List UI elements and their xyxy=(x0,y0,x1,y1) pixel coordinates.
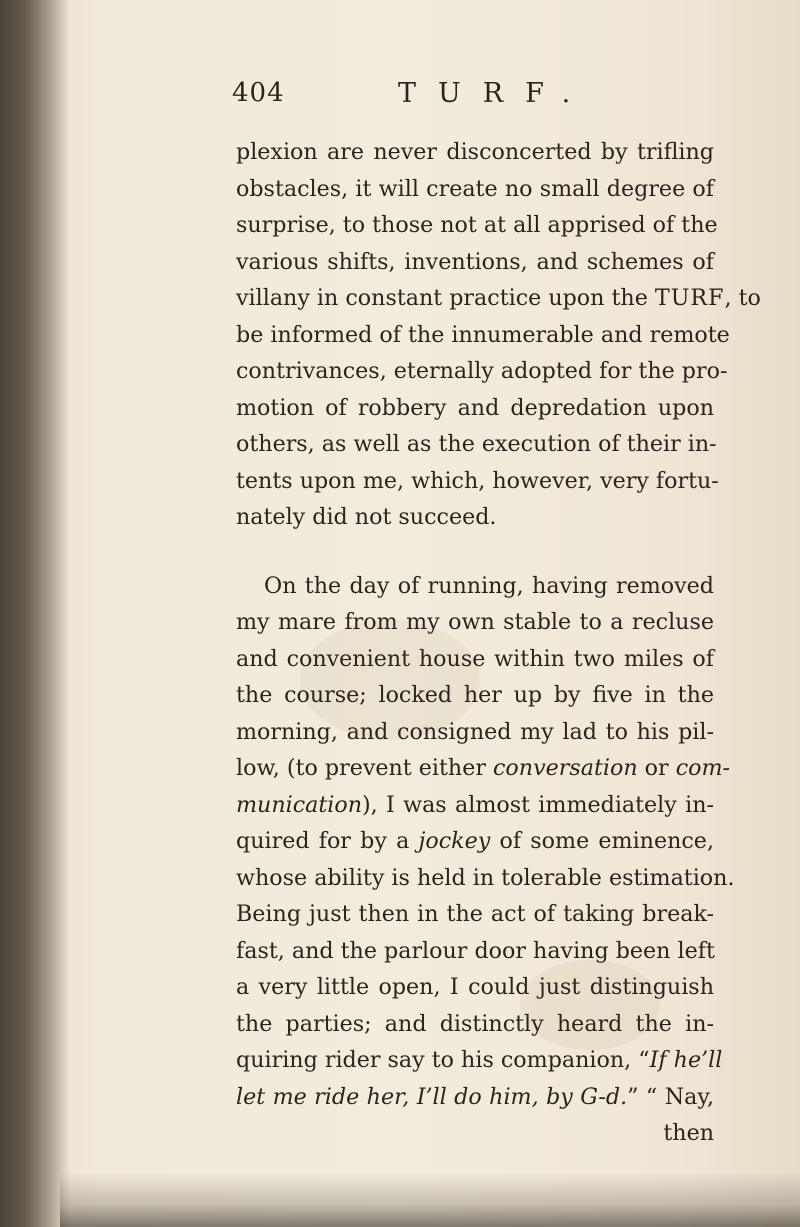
book-spine-shadow xyxy=(0,0,70,1227)
italic-word: let me ride her, I’ll do him, by G-d. xyxy=(236,1083,628,1110)
text-line: my mare from my own stable to a recluse xyxy=(236,609,714,635)
text-line: fast, and the parlour door having been left xyxy=(236,937,715,964)
text-line: motion of robbery and depredation upon xyxy=(236,394,714,421)
page-number: 404 xyxy=(232,78,285,108)
text-line: On the day of running, having removed xyxy=(264,572,714,599)
italic-word: conversation xyxy=(493,755,638,781)
text-line: munication), I was almost immediately in- xyxy=(236,791,714,818)
text-line: others, as well as the execution of their in- xyxy=(236,431,717,457)
running-head: TURF. xyxy=(398,78,593,109)
italic-word: munication xyxy=(236,791,363,818)
text-line: various shifts, inventions, and schemes of xyxy=(236,248,714,275)
text-line: be informed of the innumerable and remote xyxy=(236,321,730,348)
body-text xyxy=(236,134,761,1152)
text-line: and convenient house within two miles of xyxy=(236,645,714,672)
text-line: morning, and consigned my lad to his pil- xyxy=(236,718,714,745)
italic-word: com- xyxy=(675,755,731,781)
catchword: then xyxy=(663,1120,714,1146)
text-line: nately did not succeed. xyxy=(236,504,497,530)
text-line: villany in constant practice upon the TURF, to xyxy=(236,285,761,311)
text-line: contrivances, eternally adopted for the pro- xyxy=(236,358,728,384)
text-line: tents upon me, which, however, very fortu- xyxy=(236,467,719,494)
text-line: whose ability is held in tolerable estimation. xyxy=(236,864,735,891)
italic-word: If he’ll xyxy=(649,1047,723,1073)
small-caps-word: TURF xyxy=(654,285,725,311)
page-bottom-edge xyxy=(60,1172,800,1227)
paragraph-break xyxy=(236,536,714,568)
text-line: let me ride her, I’ll do him, by G-d.” “ Nay, xyxy=(236,1083,714,1110)
text-line: quiring rider say to his companion, “If he’ll xyxy=(236,1047,723,1073)
text-line: low, (to prevent either conversation or com- xyxy=(236,755,731,781)
text-line: plexion are never disconcerted by trifling xyxy=(236,139,714,165)
italic-word: jockey xyxy=(418,828,491,854)
text-line: a very little open, I could just distinguish xyxy=(236,974,714,1000)
text-line: the course; locked her up by five in the xyxy=(236,682,714,708)
page-header xyxy=(0,78,800,118)
text-line: surprise, to those not at all apprised of the xyxy=(236,212,718,238)
text-line: obstacles, it will create no small degree of xyxy=(236,175,714,202)
text-line: the parties; and distinctly heard the in- xyxy=(236,1010,714,1037)
text-line: quired for by a jockey of some eminence, xyxy=(236,828,714,854)
text-line: Being just then in the act of taking break- xyxy=(236,901,714,927)
